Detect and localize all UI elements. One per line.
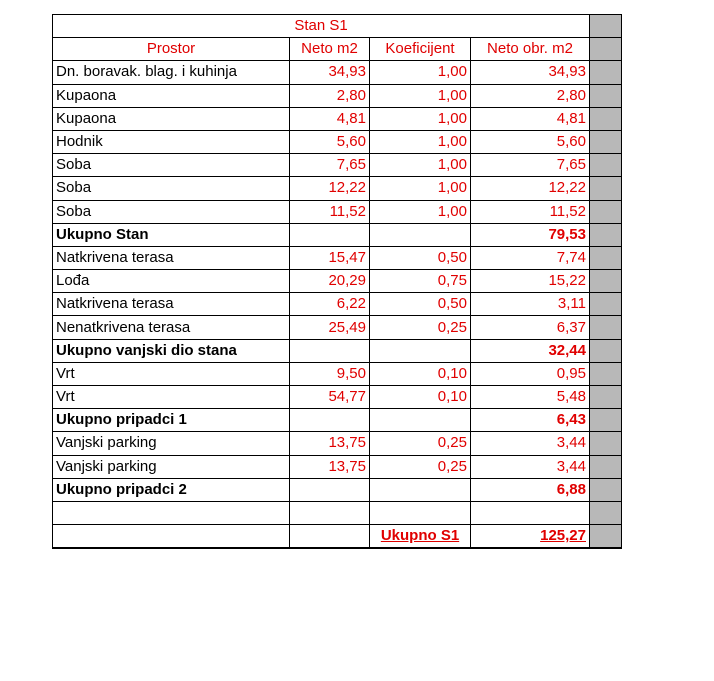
neto-m2-cell: 9,50 — [290, 362, 370, 385]
koeficijent-cell: 1,00 — [370, 200, 471, 223]
room-name: Vanjski parking — [53, 455, 290, 478]
title-row — [53, 15, 622, 38]
table-row — [53, 154, 622, 177]
koeficijent-cell: 0,50 — [370, 293, 471, 316]
empty-cell — [290, 525, 370, 549]
koeficijent-cell: 1,00 — [370, 154, 471, 177]
gray-cell — [590, 177, 622, 200]
grand-total-label-cell — [370, 525, 471, 549]
neto-m2-cell: 15,47 — [290, 246, 370, 269]
neto-obr-cell: 34,93 — [471, 61, 590, 84]
table-row — [53, 200, 622, 223]
neto-obr-cell: 5,48 — [471, 386, 590, 409]
neto-obr-cell: 2,80 — [471, 84, 590, 107]
room-name: Vrt — [53, 386, 290, 409]
neto-m2-cell: 20,29 — [290, 270, 370, 293]
koeficijent-cell — [370, 409, 471, 432]
neto-obr-cell: 32,44 — [471, 339, 590, 362]
gray-cell — [590, 200, 622, 223]
koeficijent-cell — [370, 223, 471, 246]
room-name: Lođa — [53, 270, 290, 293]
table-row — [53, 270, 622, 293]
total-row — [53, 478, 622, 501]
neto-m2-cell: 5,60 — [290, 130, 370, 153]
room-name: Vrt — [53, 362, 290, 385]
neto-m2-cell — [290, 223, 370, 246]
neto-obr-cell: 5,60 — [471, 130, 590, 153]
neto-obr-cell: 3,44 — [471, 455, 590, 478]
koeficijent-cell: 0,10 — [370, 362, 471, 385]
gray-cell — [590, 432, 622, 455]
table-row — [53, 316, 622, 339]
koeficijent-cell: 1,00 — [370, 177, 471, 200]
koeficijent-cell: 0,50 — [370, 246, 471, 269]
room-name: Soba — [53, 154, 290, 177]
neto-m2-cell: 34,93 — [290, 61, 370, 84]
neto-m2-cell: 12,22 — [290, 177, 370, 200]
neto-m2-cell: 11,52 — [290, 200, 370, 223]
neto-obr-cell: 12,22 — [471, 177, 590, 200]
koeficijent-cell: 1,00 — [370, 107, 471, 130]
koeficijent-cell — [370, 478, 471, 501]
table-row — [53, 293, 622, 316]
header-koeficijent: Koeficijent — [370, 38, 471, 61]
empty-cell — [370, 501, 471, 524]
grand-total-value-cell — [471, 525, 590, 549]
header-neto-obr-m2: Neto obr. m2 — [471, 38, 590, 61]
table-row — [53, 107, 622, 130]
room-name: Ukupno pripadci 2 — [53, 478, 290, 501]
gray-cell — [590, 223, 622, 246]
table-row — [53, 130, 622, 153]
neto-obr-cell: 79,53 — [471, 223, 590, 246]
neto-obr-cell: 0,95 — [471, 362, 590, 385]
room-name: Hodnik — [53, 130, 290, 153]
area-table — [52, 14, 622, 549]
koeficijent-cell — [370, 339, 471, 362]
room-name: Ukupno vanjski dio stana — [53, 339, 290, 362]
room-name: Nenatkrivena terasa — [53, 316, 290, 339]
gray-cell — [590, 270, 622, 293]
neto-m2-cell: 13,75 — [290, 455, 370, 478]
gray-cell — [590, 246, 622, 269]
room-name: Ukupno pripadci 1 — [53, 409, 290, 432]
empty-cell — [53, 525, 290, 549]
total-row — [53, 409, 622, 432]
empty-cell — [290, 501, 370, 524]
koeficijent-cell: 0,25 — [370, 316, 471, 339]
room-name: Soba — [53, 177, 290, 200]
table-row — [53, 432, 622, 455]
koeficijent-cell: 0,75 — [370, 270, 471, 293]
neto-obr-cell: 15,22 — [471, 270, 590, 293]
koeficijent-cell: 1,00 — [370, 130, 471, 153]
gray-cell — [590, 525, 622, 549]
table-title: Stan S1 — [53, 15, 590, 38]
room-name: Dn. boravak. blag. i kuhinja — [53, 61, 290, 84]
gray-cell — [590, 293, 622, 316]
neto-m2-cell: 6,22 — [290, 293, 370, 316]
koeficijent-cell: 0,25 — [370, 455, 471, 478]
neto-m2-cell: 4,81 — [290, 107, 370, 130]
neto-obr-cell: 11,52 — [471, 200, 590, 223]
empty-cell — [53, 501, 290, 524]
room-name: Ukupno Stan — [53, 223, 290, 246]
table-row — [53, 455, 622, 478]
neto-obr-cell: 7,65 — [471, 154, 590, 177]
koeficijent-cell: 0,10 — [370, 386, 471, 409]
neto-m2-cell — [290, 409, 370, 432]
empty-cell — [471, 501, 590, 524]
table-row — [53, 246, 622, 269]
neto-obr-cell: 3,44 — [471, 432, 590, 455]
gray-cell — [590, 478, 622, 501]
table-row — [53, 61, 622, 84]
neto-m2-cell — [290, 478, 370, 501]
total-row — [53, 223, 622, 246]
neto-m2-cell: 54,77 — [290, 386, 370, 409]
total-row — [53, 339, 622, 362]
grand-total-value: 125,27 — [540, 527, 586, 545]
header-prostor: Prostor — [53, 38, 290, 61]
gray-cell — [590, 339, 622, 362]
gray-cell — [590, 61, 622, 84]
table-row — [53, 84, 622, 107]
gray-cell — [590, 409, 622, 432]
room-name: Kupaona — [53, 84, 290, 107]
room-name: Natkrivena terasa — [53, 293, 290, 316]
neto-obr-cell: 7,74 — [471, 246, 590, 269]
gray-cell — [590, 501, 622, 524]
empty-row — [53, 501, 622, 524]
neto-m2-cell: 7,65 — [290, 154, 370, 177]
gray-cell — [590, 316, 622, 339]
neto-m2-cell: 2,80 — [290, 84, 370, 107]
grand-total-label: Ukupno S1 — [380, 527, 460, 545]
neto-obr-cell: 6,37 — [471, 316, 590, 339]
gray-cell — [590, 38, 622, 61]
room-name: Soba — [53, 200, 290, 223]
neto-m2-cell — [290, 339, 370, 362]
header-row — [53, 38, 622, 61]
gray-cell — [590, 455, 622, 478]
neto-m2-cell: 25,49 — [290, 316, 370, 339]
gray-cell — [590, 362, 622, 385]
gray-cell — [590, 15, 622, 38]
room-name: Vanjski parking — [53, 432, 290, 455]
gray-cell — [590, 154, 622, 177]
neto-obr-cell: 3,11 — [471, 293, 590, 316]
neto-obr-cell: 4,81 — [471, 107, 590, 130]
koeficijent-cell: 1,00 — [370, 61, 471, 84]
table-row — [53, 386, 622, 409]
gray-cell — [590, 130, 622, 153]
room-name: Natkrivena terasa — [53, 246, 290, 269]
gray-cell — [590, 107, 622, 130]
neto-m2-cell: 13,75 — [290, 432, 370, 455]
gray-cell — [590, 84, 622, 107]
gray-cell — [590, 386, 622, 409]
neto-obr-cell: 6,43 — [471, 409, 590, 432]
koeficijent-cell: 0,25 — [370, 432, 471, 455]
room-name: Kupaona — [53, 107, 290, 130]
koeficijent-cell: 1,00 — [370, 84, 471, 107]
neto-obr-cell: 6,88 — [471, 478, 590, 501]
table-row — [53, 177, 622, 200]
grand-total-row — [53, 525, 622, 549]
header-neto-m2: Neto m2 — [290, 38, 370, 61]
table-row — [53, 362, 622, 385]
